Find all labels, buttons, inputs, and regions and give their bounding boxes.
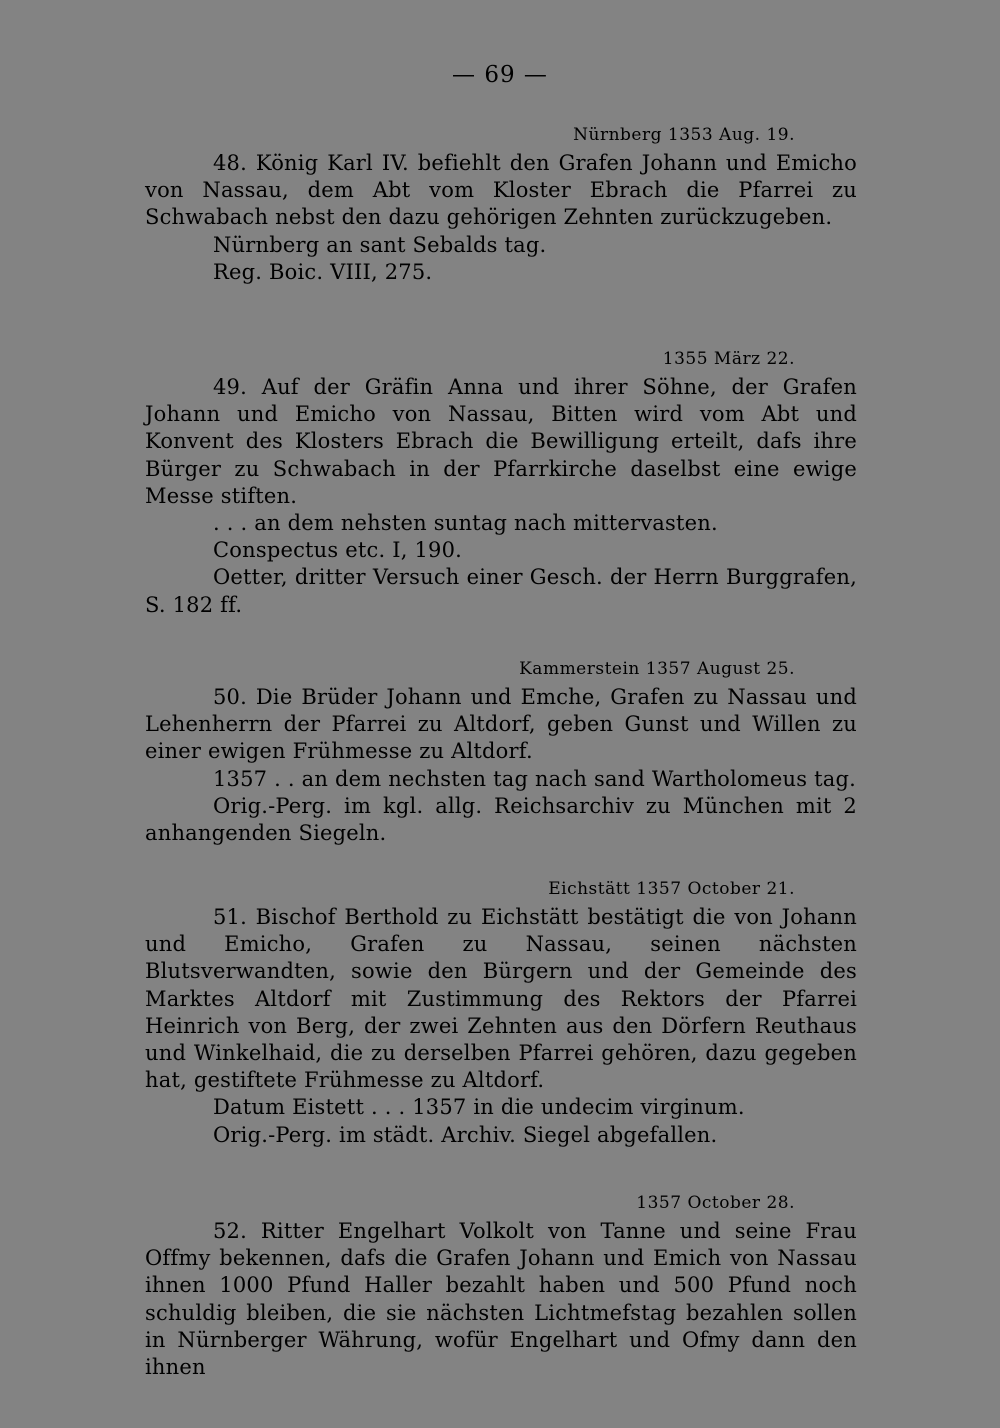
entry-dateline: 1357 October 28. [636,1193,795,1213]
entry-note: Datum Eistett . . . 1357 in die undecim virginum. [213,1095,745,1120]
entry-51 [145,874,857,1149]
entry-dateline: Eichstätt 1357 October 21. [548,879,795,899]
entry-number: 48. [213,151,247,175]
entry-text-block [145,150,857,232]
entry-note: 1357 . . an dem nechsten tag nach sand Wartholomeus tag. [213,766,856,791]
entry-note: Oetter, dritter Versuch einer Gesch. der Herrn Burggrafen, S. 182 ff. [145,565,857,617]
entry-number: 49. [213,375,247,399]
entry-text-block [145,374,857,510]
entry-text: Die Brüder Johann und Emche, Grafen zu Nassau und Lehenherrn der Pfarrei zu Altdorf, geben Gunst und Willen zu einer ewigen Frühmesse zu Altdorf. [145,685,857,764]
entry-note: Nürnberg an sant Sebalds tag. [213,232,547,257]
entry-text-block [145,904,857,1094]
entry-number: 52. [213,1219,247,1243]
entry-note: Orig.-Perg. im städt. Archiv. Siegel abgefallen. [213,1122,718,1147]
entry-text-block [145,1218,857,1381]
entry-number: 51. [213,905,247,929]
page-number: — 69 — [452,62,548,88]
entry-note: Conspectus etc. I, 190. [213,538,463,563]
entry-text: Bischof Berthold zu Eichstätt bestätigt die von Johann und Emicho, Grafen zu Nassau, seinen nächsten Blutsverwandten, sowie den Bürgern und der Gemeinde des Marktes Altdorf mit Zustimmung des Rektors der Pfarrei Heinrich von Berg, der zwei Zehnten aus den Dörfern Reuthaus und Winkelhaid, die zu derselben Pfarrei gehören, dazu gegeben hat, gestiftete Frühmesse zu Altdorf. [145,905,857,1093]
entry-52 [145,1188,857,1381]
entry-number: 50. [213,685,247,709]
entry-48 [145,120,857,286]
entry-note: Orig.-Perg. im kgl. allg. Reichsarchiv zu München mit 2 anhangenden Siegeln. [145,793,857,846]
entry-text: Auf der Gräfin Anna und ihrer Söhne, der Grafen Johann und Emicho von Nassau, Bitten wird vom Abt und Konvent des Klosters Ebrach die Bewilligung erteilt, dafs ihre Bürger zu Schwabach in der Pfarrkirche daselbst eine ewige Messe stiften. [145,375,857,508]
entry-text-block [145,684,857,766]
entry-note: Reg. Boic. VIII, 275. [213,259,433,284]
entry-dateline: 1355 März 22. [662,349,795,369]
entry-dateline: Nürnberg 1353 Aug. 19. [573,125,795,145]
entry-note: . . . an dem nehsten suntag nach mittervasten. [213,511,718,536]
entry-49 [145,344,857,619]
entry-text: König Karl IV. befiehlt den Grafen Johann und Emicho von Nassau, dem Abt vom Kloster Ebrach die Pfarrei zu Schwabach nebst den dazu gehörigen Zehnten zurückzugeben. [145,151,857,230]
entry-dateline: Kammerstein 1357 August 25. [519,659,795,679]
entry-50 [145,654,857,847]
entry-text: Ritter Engelhart Volkolt von Tanne und seine Frau Offmy bekennen, dafs die Grafen Johann und Emich von Nassau ihnen 1000 Pfund Haller bezahlt haben und 500 Pfund noch schuldig bleiben, die sie nächsten Lichtmefstag bezahlen sollen in Nürnberger Währung, wofür Engelhart und Ofmy dann den ihnen [145,1219,857,1380]
